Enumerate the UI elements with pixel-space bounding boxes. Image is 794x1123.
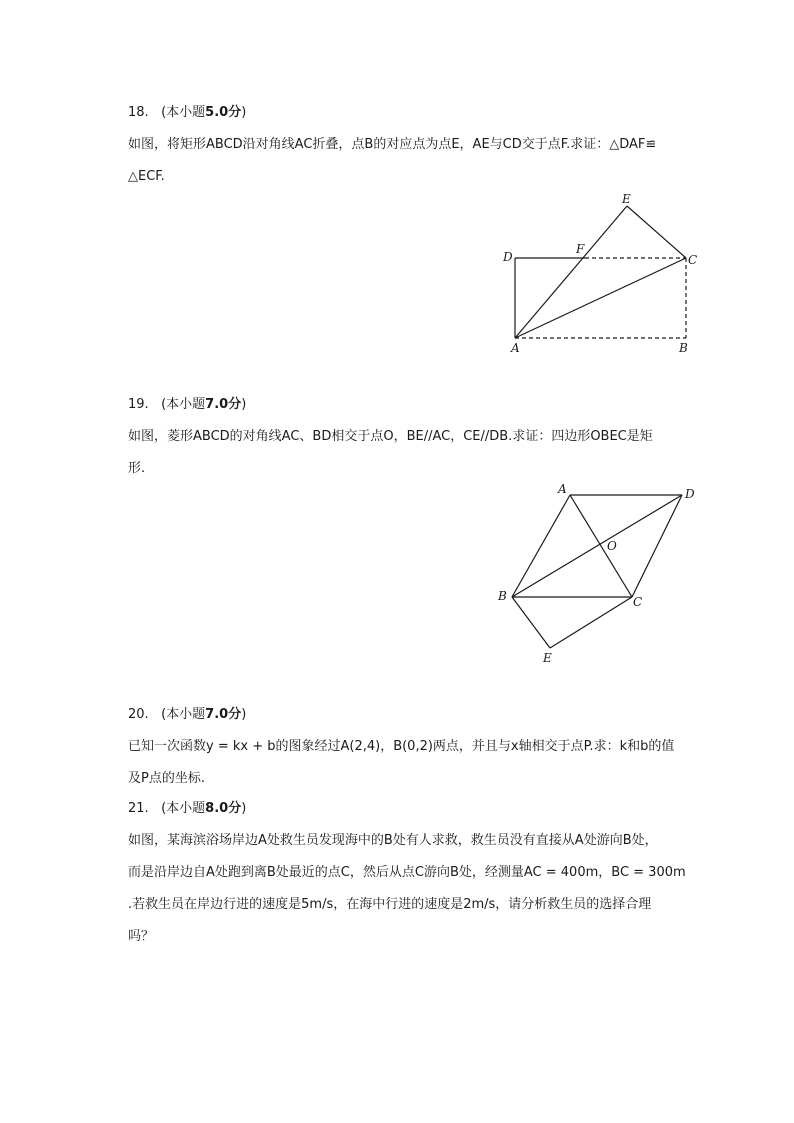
problem-score: 7.0分 xyxy=(205,397,242,412)
segment-AC xyxy=(570,495,632,597)
problem-text-line: .若救生员在岸边行进的速度是5m/s，在海中行进的速度是2m/s，请分析救生员的选择合理 xyxy=(128,897,652,912)
problem-header xyxy=(128,104,698,122)
problem-text-line: 如图，菱形ABCD的对角线AC、BD相交于点O，BE//AC，CE//DB.求证：四边形OBEC是矩 xyxy=(128,429,653,444)
segment-BE xyxy=(512,597,550,648)
header-prefix: (本小题 xyxy=(161,801,206,816)
problem-text-line: 吗？ xyxy=(128,929,155,944)
problem-number: 19. xyxy=(128,397,149,412)
segment-AE xyxy=(515,206,627,338)
problem-header xyxy=(128,706,698,724)
header-prefix: (本小题 xyxy=(161,397,206,412)
problem-20 xyxy=(128,706,698,788)
label-A: A xyxy=(558,482,567,496)
label-B: B xyxy=(679,341,688,355)
problem-text-line: 如图，将矩形ABCD沿对角线AC折叠，点B的对应点为点E，AE与CD交于点F.求证：△DAF≌ xyxy=(128,137,657,152)
label-D: D xyxy=(503,250,513,264)
problem-score: 8.0分 xyxy=(205,801,242,816)
problem-19 xyxy=(128,396,698,478)
problem-text-line: △ECF. xyxy=(128,169,165,184)
label-B: B xyxy=(498,589,507,603)
header-suffix: ) xyxy=(241,707,247,722)
problem-18 xyxy=(128,104,698,186)
header-suffix: ) xyxy=(241,801,247,816)
header-suffix: ) xyxy=(241,105,247,120)
figure-19-rhombus xyxy=(490,478,705,668)
problem-21 xyxy=(128,800,698,946)
problem-text-line: 形. xyxy=(128,461,146,476)
label-E: E xyxy=(622,192,631,206)
segment-EC xyxy=(550,597,632,648)
problem-header xyxy=(128,800,698,818)
problem-header xyxy=(128,396,698,414)
label-C: C xyxy=(633,595,643,609)
label-F: F xyxy=(576,242,585,256)
label-O: O xyxy=(607,539,617,553)
figure-18-folded-rectangle xyxy=(495,188,710,358)
problem-score: 5.0分 xyxy=(205,105,242,120)
label-A: A xyxy=(511,341,520,355)
label-C: C xyxy=(688,253,698,267)
segment-AC xyxy=(515,258,686,338)
problem-score: 7.0分 xyxy=(205,707,242,722)
label-E: E xyxy=(543,651,552,665)
problem-number: 18. xyxy=(128,105,149,120)
header-prefix: (本小题 xyxy=(161,105,206,120)
problem-text-line: 而是沿岸边自A处跑到离B处最近的点C，然后从点C游向B处，经测量AC = 400m，BC = 300m xyxy=(128,865,686,880)
problem-text-line: 如图，某海滨浴场岸边A处救生员发现海中的B处有人求救，救生员没有直接从A处游向B处， xyxy=(128,833,658,848)
segment-BA xyxy=(512,495,570,597)
header-prefix: (本小题 xyxy=(161,707,206,722)
problem-text-line: 及P点的坐标. xyxy=(128,771,205,786)
problem-text-line: 已知一次函数y = kx + b的图象经过A(2,4)，B(0,2)两点，并且与x轴相交于点P.求：k和b的值 xyxy=(128,739,675,754)
problem-number: 21. xyxy=(128,801,149,816)
problem-number: 20. xyxy=(128,707,149,722)
segment-EC xyxy=(627,206,686,258)
header-suffix: ) xyxy=(241,397,247,412)
label-D: D xyxy=(685,487,695,501)
